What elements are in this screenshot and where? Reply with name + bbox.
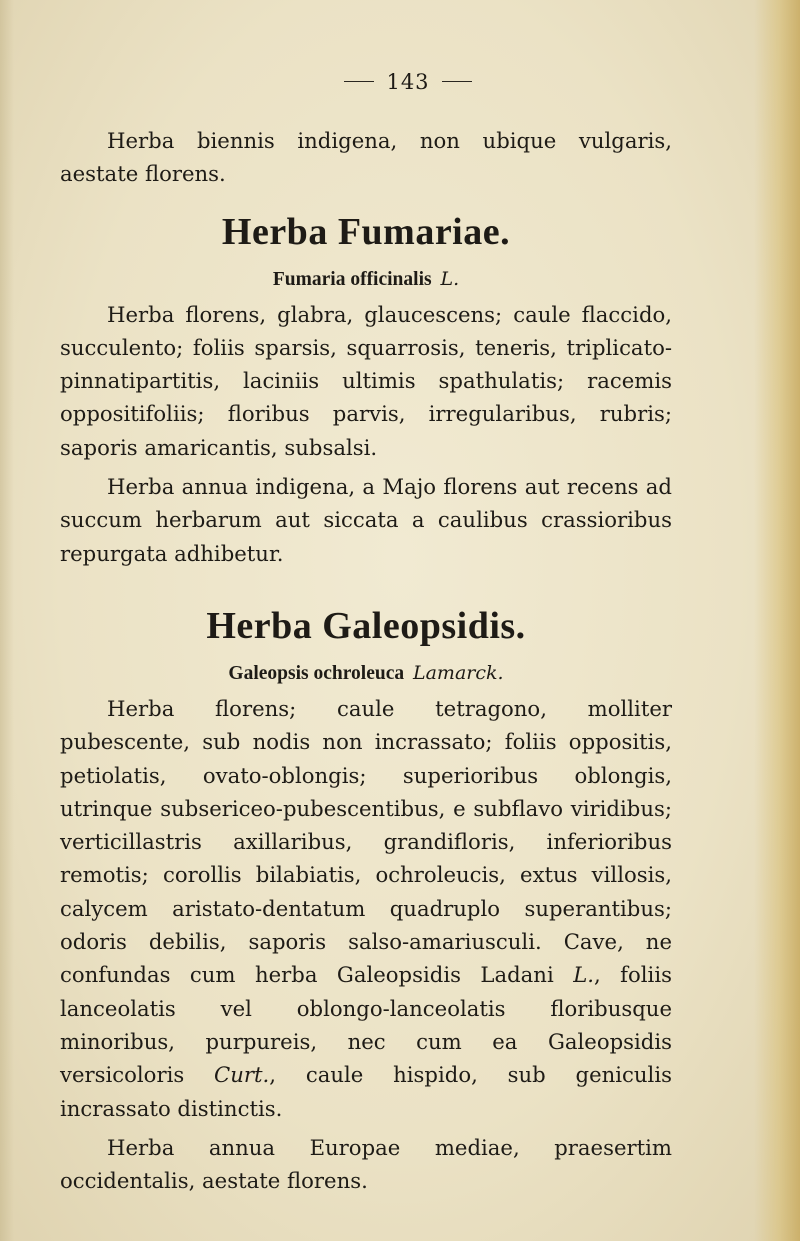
fumariae-description: Herba florens, glabra, glaucescens; caule flaccido, succulento; foliis sparsis, squarrosis, teneris, triplicato-pinnatipartitis, laciniis ultimis spathulatis; racemis oppositifoliis; floribus parvis, irregularibus, rubris; saporis amaricantis, subsalsi. bbox=[60, 301, 672, 460]
species-galeopsis bbox=[60, 658, 672, 689]
section-title-galeopsidis: Herba Galeopsidis. bbox=[206, 604, 526, 647]
galeopsidis-text-3: , caule hispido, sub geniculis incrassato distinctis. bbox=[60, 1062, 672, 1121]
species-fumaria bbox=[60, 264, 672, 295]
page-number-value: 143 bbox=[386, 70, 430, 94]
section-title-fumariae: Herba Fumariae. bbox=[221, 210, 511, 253]
species-name: Fumaria officinalis bbox=[272, 268, 432, 290]
species-name: Galeopsis ochroleuca bbox=[228, 662, 405, 684]
fumariae-usage: Herba annua indigena, a Majo florens aut recens ad succum herbarum aut siccata a caulibus crassioribus repurgata adhibetur. bbox=[60, 474, 672, 566]
page-edge-right bbox=[754, 0, 800, 1241]
galeopsidis-habitat: Herba annua Europae mediae, praesertim occidentalis, aestate florens. bbox=[60, 1134, 672, 1194]
galeopsidis-author-abbr-1: L. bbox=[573, 962, 594, 988]
galeopsidis-text-2: , foliis lanceolatis vel oblongo-lanceolatis floribusque minoribus, purpureis, nec cum ea Galeopsidis versicoloris bbox=[60, 962, 672, 1088]
galeopsidis-author-abbr-2: Curt. bbox=[214, 1062, 270, 1088]
species-author: L. bbox=[440, 267, 460, 290]
species-author: Lamarck. bbox=[412, 661, 504, 684]
page-edge-left bbox=[0, 0, 14, 1241]
page-content bbox=[60, 72, 672, 1197]
galeopsidis-text-1: Herba florens; caule tetragono, molliter pubescente, sub nodis non incrassato; foliis oppositis, petiolatis, ovato-oblongis; superioribus oblongis, utrinque subsericeo-pubescentibus, e subflavo viridibus; verticillastris axillaribus, grandifloris, inferioribus remotis; corollis bilabiatis, ochroleucis, extus villosis, calycem aristato-dentatum quadruplo superantibus; odoris debilis, saporis salso-amariusculi. Cave, ne confundas cum herba Galeopsidis Ladani bbox=[60, 695, 672, 988]
galeopsidis-description bbox=[60, 692, 672, 1125]
intro-paragraph: Herba biennis indigena, non ubique vulgaris, aestate florens. bbox=[60, 128, 672, 187]
